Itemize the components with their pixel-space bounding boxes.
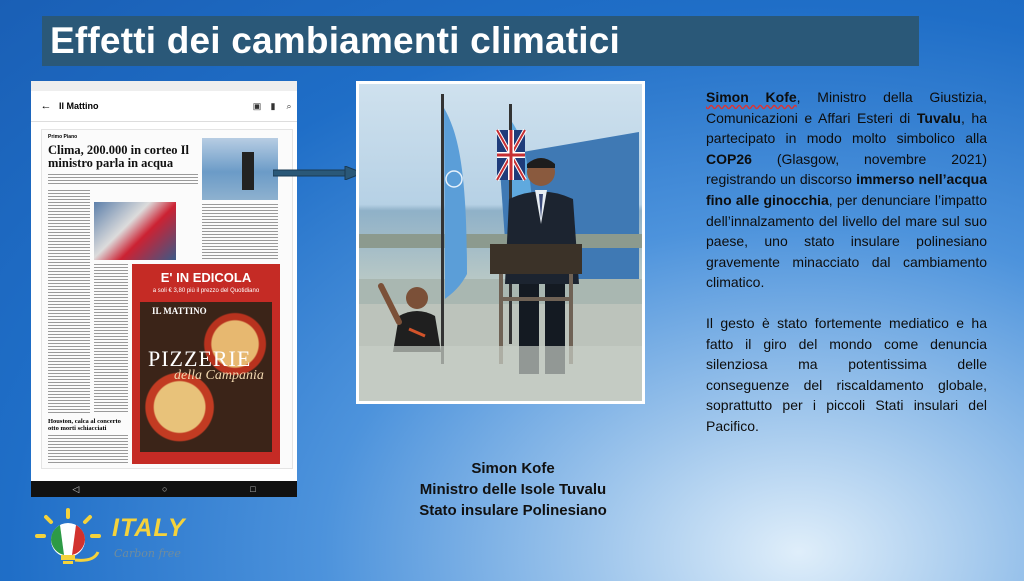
event-emphasis: COP26 xyxy=(706,150,752,167)
article-text xyxy=(202,204,278,260)
caption-name: Simon Kofe xyxy=(471,460,555,477)
action-emphasis: immerso nell’acqua fino alle ginocchia xyxy=(706,171,987,208)
ad-headline: E' IN EDICOLA xyxy=(160,270,252,285)
section-label: Primo Piano xyxy=(48,134,78,140)
newspaper-page xyxy=(41,129,293,469)
minister-photo xyxy=(356,81,645,404)
name-emphasis: Simon Kofe xyxy=(706,89,797,105)
logo-brand: ITALY xyxy=(112,514,186,542)
logo-tagline: Carbon free xyxy=(114,547,181,560)
title-bar xyxy=(42,16,919,66)
caption-role: Ministro delle Isole Tuvalu xyxy=(419,481,607,498)
app-name: Il Mattino xyxy=(59,101,99,111)
ad-title: PIZZERIE xyxy=(148,346,252,371)
ad-price: a soli € 3,80 più il prezzo del Quotidiano xyxy=(152,288,260,294)
search-icon[interactable]: ⌕ xyxy=(286,100,292,111)
gallery-icon[interactable]: ▣ xyxy=(252,100,262,111)
home-circle-icon[interactable]: ○ xyxy=(162,484,168,494)
article-column xyxy=(48,190,90,414)
recents-square-icon[interactable]: □ xyxy=(250,484,256,494)
arrow-right-icon xyxy=(273,166,363,180)
caption-country: Stato insulare Polinesiano xyxy=(419,502,607,519)
lightbulb-icon xyxy=(34,508,104,568)
android-nav-bar xyxy=(31,481,297,497)
lower-headline: Houston, calca al concerto otto morti schiacciati xyxy=(48,418,121,432)
p1-text-c: (Glasgow, novembre 2021) registrando un discorso xyxy=(706,150,987,188)
slide-title: Effetti dei cambiamenti climatici xyxy=(50,20,620,61)
body-text xyxy=(706,87,987,457)
back-triangle-icon[interactable]: ◁ xyxy=(72,483,80,494)
p1-text-d: , per denunciare l’impatto dell’innalzamento del livello del mare sul suo paese, uno stato insulare polinesiano gravemente minacciato dal cambiamento climatico. xyxy=(706,191,987,291)
paragraph-2: Il gesto è stato fortemente mediatico e ha fatto il giro del mondo come denuncia silenziosa ma potentissima delle conseguenze del riscaldamento globale, soprattutto per i piccoli Stati insulari del Pacifico. xyxy=(706,314,987,434)
italy-carbon-free-logo xyxy=(34,508,194,568)
p1-text-a: , Ministro della Giustizia, Comunicazioni e Affari Esteri di xyxy=(706,89,987,126)
newspaper-headline: Clima, 200.000 in corteo Il ministro parla in acqua xyxy=(48,143,189,170)
protest-photo xyxy=(94,202,176,260)
lower-article-text xyxy=(48,435,128,463)
ad-brand: IL MATTINO xyxy=(152,306,207,316)
ad-subtitle: della Campania xyxy=(174,368,264,383)
photo-scene xyxy=(359,84,642,401)
person-figure xyxy=(242,152,254,190)
p1-text-b: , ha partecipato in modo molto simbolico alla xyxy=(706,109,987,147)
advertisement xyxy=(132,264,280,464)
app-bar xyxy=(31,91,297,122)
photo-caption xyxy=(372,458,654,521)
status-bar xyxy=(31,81,297,91)
country-emphasis: Tuvalu xyxy=(916,109,961,126)
phone-screenshot xyxy=(31,81,297,497)
paragraph-1 xyxy=(706,87,987,293)
article-column-2 xyxy=(94,264,128,414)
arrow-left-icon[interactable]: ← xyxy=(40,100,52,112)
bookmark-icon[interactable]: ▮ xyxy=(270,100,276,111)
subhead-text xyxy=(48,174,198,186)
newspaper-photo xyxy=(202,138,278,200)
